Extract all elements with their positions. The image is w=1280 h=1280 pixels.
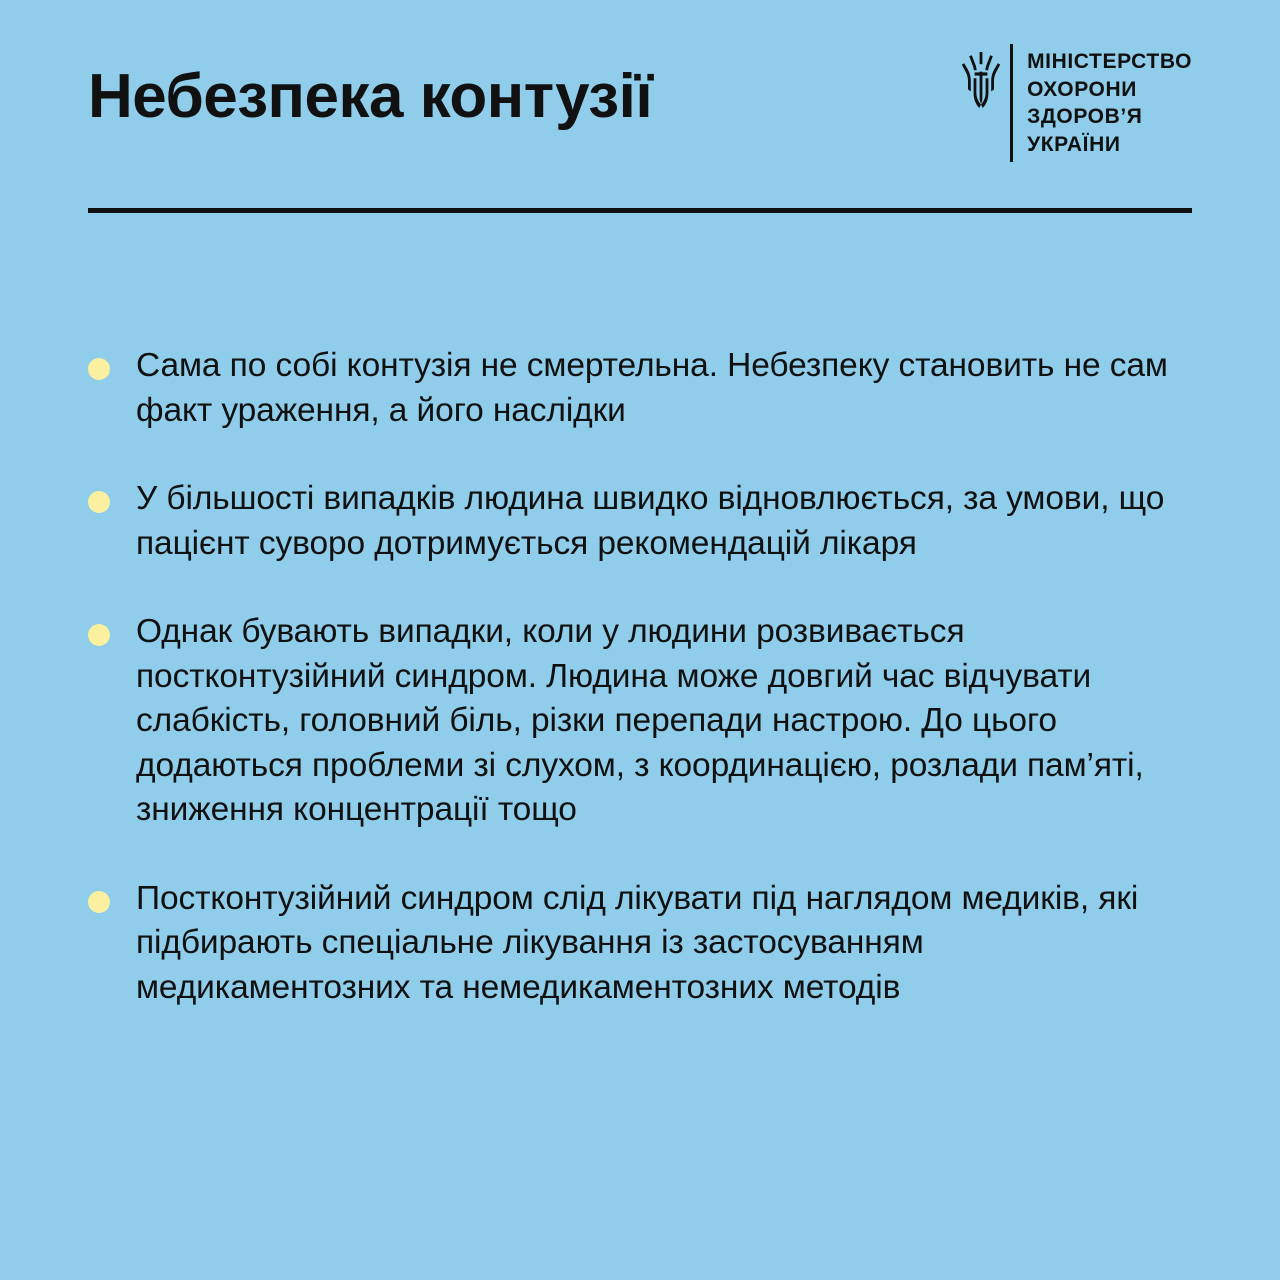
list-item-text: Постконтузійний синдром слід лікувати під наглядом медиків, які підбирають спеціальне лікування із застосуванням медикаментозних та немедикаментозних методів	[136, 879, 1139, 1007]
page-title: Небезпека контузії	[88, 62, 653, 131]
logo-line-3: ЗДОРОВ’Я	[1027, 105, 1143, 129]
logo-divider	[1010, 44, 1013, 162]
logo-line-4: УКРАЇНИ	[1027, 133, 1121, 157]
list-item-text: У більшості випадків людина швидко відновлюється, за умови, що пацієнт суворо дотримується рекомендацій лікаря	[136, 480, 1165, 562]
ukraine-trident-emblem-icon	[958, 44, 1004, 164]
logo-line-1: МІНІСТЕРСТВО	[1027, 50, 1192, 73]
bullet-dot-icon	[88, 891, 110, 913]
bullet-dot-icon	[88, 491, 110, 513]
logo-line-2: ОХОРОНИ	[1027, 77, 1137, 101]
list-item	[88, 477, 1208, 566]
list-item-text: Однак бувають випадки, коли у людини розвивається постконтузійний синдром. Людина може довгий час відчувати слабкість, головний біль, різки перепади настрою. До цього додаються проблеми зі слухом, з координацією, розлади пам’яті, зниження концентрації тощо	[136, 613, 1144, 829]
moh-logo	[958, 44, 1192, 174]
header	[88, 36, 1192, 176]
bullet-dot-icon	[88, 624, 110, 646]
list-item	[88, 344, 1208, 433]
list-item	[88, 610, 1208, 833]
bullet-list	[88, 344, 1208, 1055]
horizontal-divider	[88, 208, 1192, 213]
logo-text	[1027, 44, 1192, 159]
list-item	[88, 877, 1208, 1011]
bullet-dot-icon	[88, 358, 110, 380]
list-item-text: Сама по собі контузія не смертельна. Небезпеку становить не сам факт ураження, а його наслідки	[136, 347, 1168, 429]
